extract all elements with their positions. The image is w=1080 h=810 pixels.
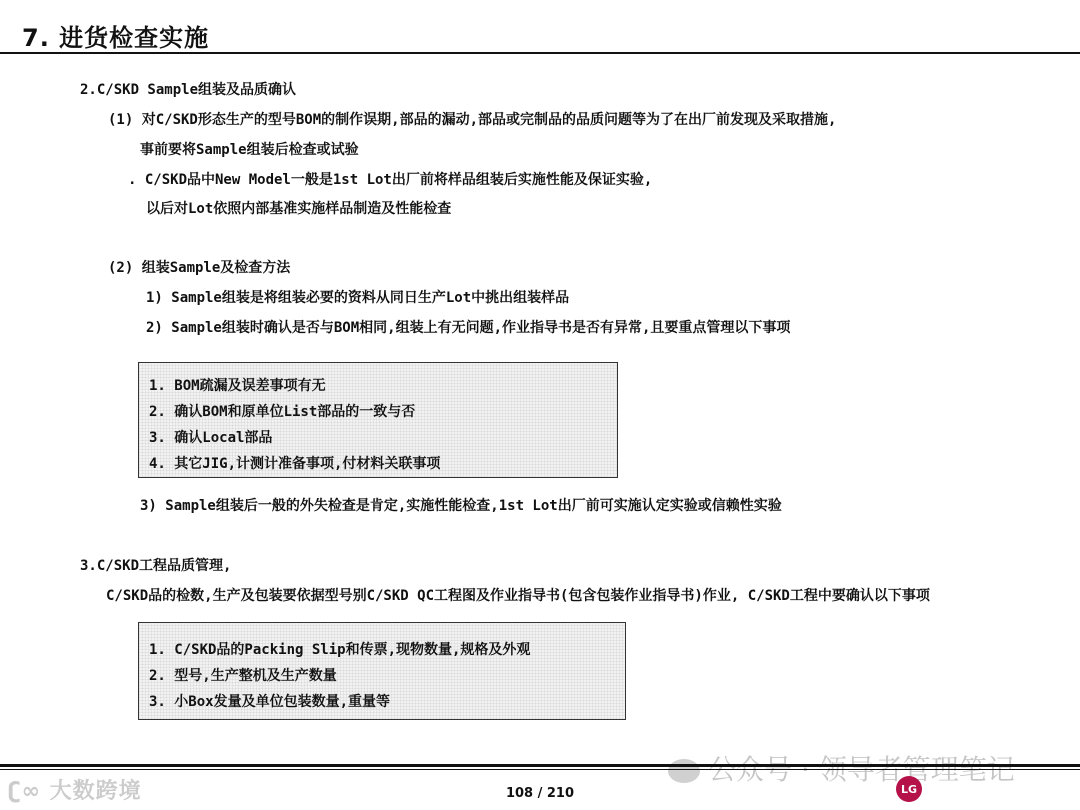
section-3-paragraph: C/SKD品的检数,生产及包装要依据型号别C/SKD QC工程图及作业指导书(包含包装作业指导书)作业, C/SKD工程中要确认以下事项 [106, 588, 930, 604]
checklist-item: 2. 型号,生产整机及生产数量 [149, 668, 337, 684]
page-title: 7. 进货检查实施 [22, 24, 210, 52]
section-2-p2-item3: 3) Sample组装后一般的外失检查是肯定,实施性能检查,1st Lot出厂前可实施认定实验或信赖性实验 [140, 498, 782, 514]
footer-divider [0, 764, 1080, 767]
checklist-box-2 [138, 622, 626, 720]
watermark-left: ʗ∞ 大数跨境 [8, 779, 142, 804]
watermark-right [668, 748, 1015, 788]
section-2-p2-heading: (2) 组装Sample及检查方法 [108, 260, 291, 276]
section-2-p2-item2: 2) Sample组装时确认是否与BOM相同,组装上有无问题,作业指导书是否有异常,且要重点管理以下事项 [146, 320, 791, 336]
section-2-p1-line3: . C/SKD品中New Model一般是1st Lot出厂前将样品组装后实施性能及保证实验, [128, 172, 653, 188]
checklist-item: 3. 确认Local部品 [149, 430, 273, 446]
checklist-item: 2. 确认BOM和原单位List部品的一致与否 [149, 404, 416, 420]
wechat-icon [668, 759, 700, 783]
section-2-p1-line4: 以后对Lot依照内部基准实施样品制造及性能检查 [146, 201, 452, 217]
section-2-heading: 2.C/SKD Sample组装及品质确认 [80, 82, 297, 98]
page-number: 108 / 210 [505, 786, 575, 801]
section-3-heading: 3.C/SKD工程品质管理, [80, 558, 232, 574]
checklist-item: 1. C/SKD品的Packing Slip和传票,现物数量,规格及外观 [149, 642, 531, 658]
checklist-item: 4. 其它JIG,计测计准备事项,付材料关联事项 [149, 456, 441, 472]
checklist-item: 3. 小Box发量及单位包装数量,重量等 [149, 694, 391, 710]
section-2-p2-item1: 1) Sample组装是将组装必要的资料从同日生产Lot中挑出组装样品 [146, 290, 570, 306]
section-2-p1-line1: (1) 对C/SKD形态生产的型号BOM的制作误期,部品的漏动,部品或完制品的品质问题等为了在出厂前发现及采取措施, [108, 112, 837, 128]
brand-logo-icon: ʗ∞ [8, 779, 50, 804]
footer-divider-thin [0, 769, 1080, 770]
section-2-p1-line2: 事前要将Sample组装后检查或试验 [140, 142, 359, 158]
checklist-box-1 [138, 362, 618, 478]
checklist-item: 1. BOM疏漏及误差事项有无 [149, 378, 326, 394]
title-divider [0, 52, 1080, 54]
lg-logo-icon: LG [896, 776, 922, 802]
